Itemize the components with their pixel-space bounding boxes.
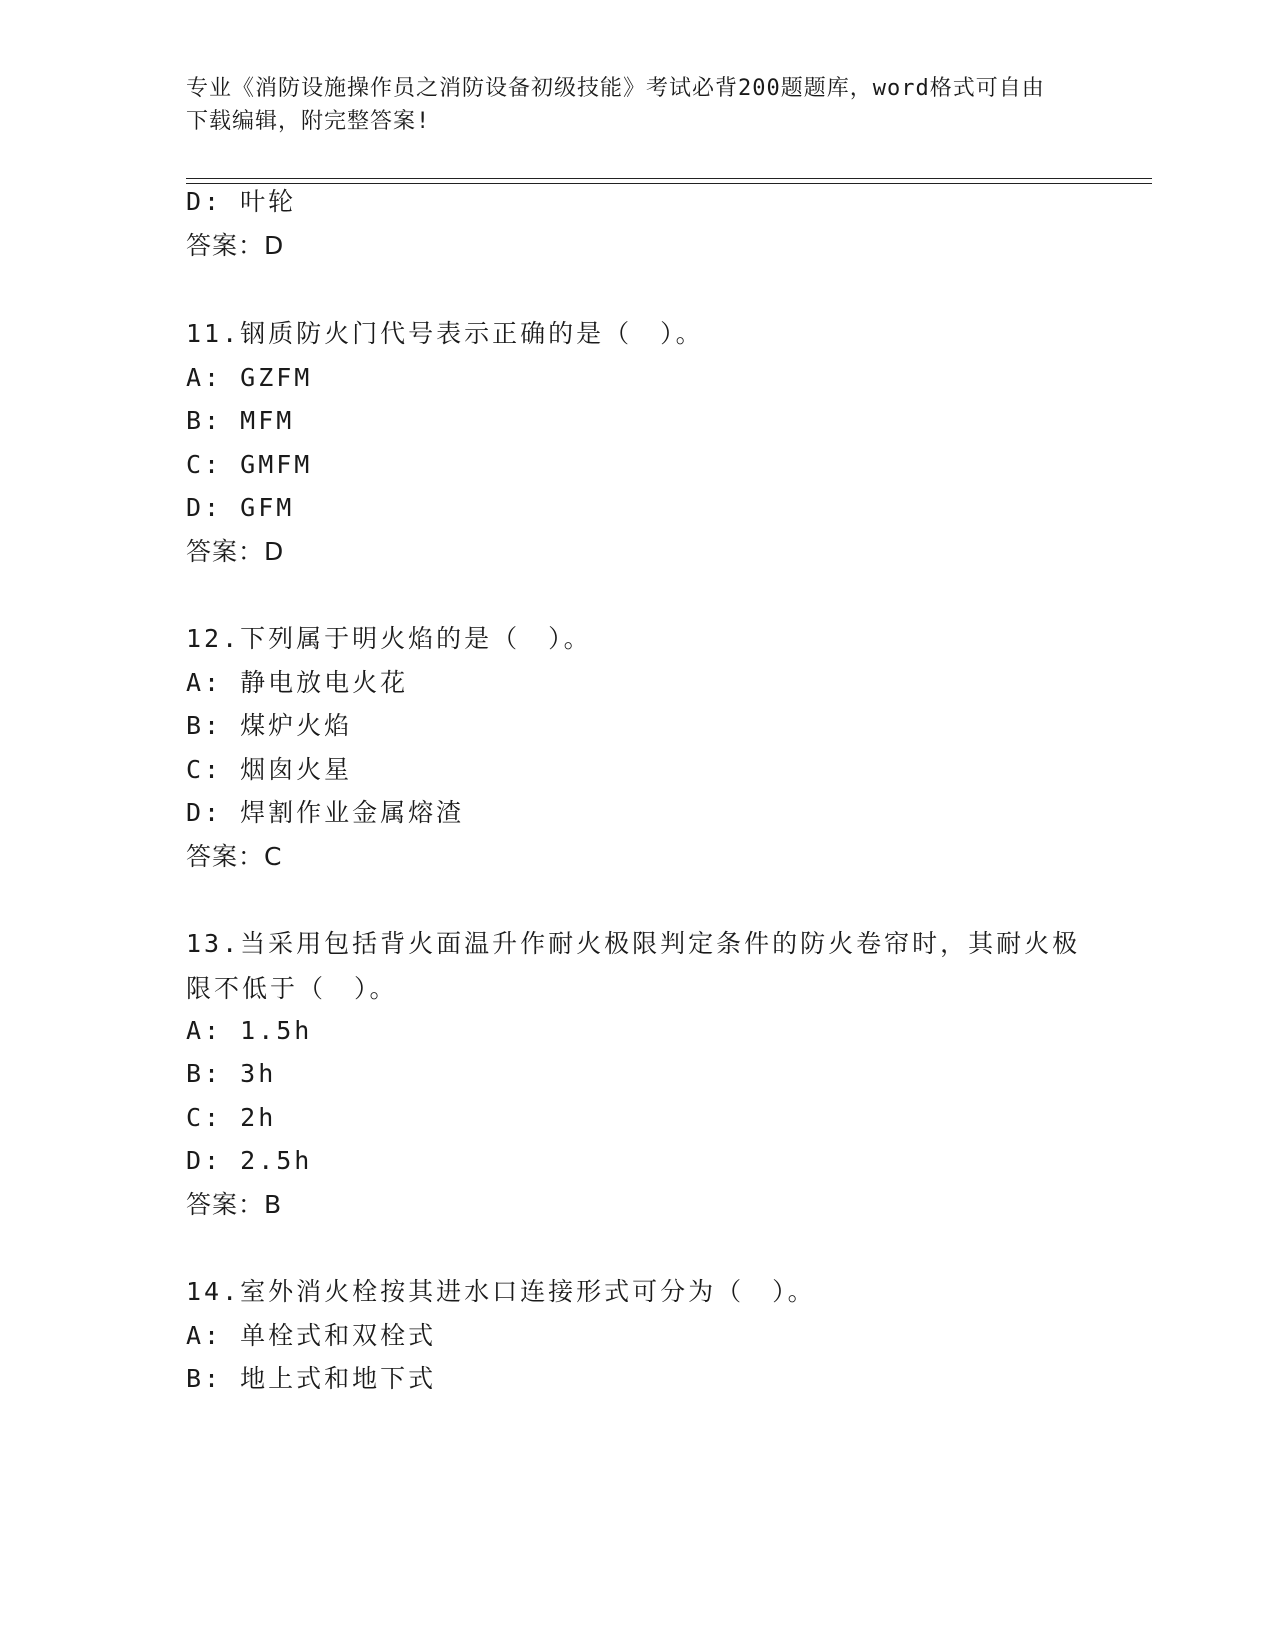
option-a: A: 静电放电火花 [186, 668, 409, 697]
question-stem: 12.下列属于明火焰的是（ ）。 [186, 624, 592, 653]
answer-line: 答案：B [186, 1190, 283, 1219]
option-c: C: 2h [186, 1103, 277, 1132]
option-a: A: GZFM [186, 363, 313, 392]
option-d: D: GFM [186, 493, 295, 522]
option-d: D: 2.5h [186, 1146, 313, 1175]
header-divider-bottom [186, 183, 1152, 184]
option-c: C: GMFM [186, 450, 313, 479]
question-stem: 11.钢质防火门代号表示正确的是（ ）。 [186, 319, 704, 348]
option-a: A: 1.5h [186, 1016, 313, 1045]
answer-line: 答案：D [186, 537, 285, 566]
option-b: B: 3h [186, 1059, 277, 1088]
question-stem: 14.室外消火栓按其进水口连接形式可分为（ ）。 [186, 1277, 816, 1306]
document-header: 专业《消防设施操作员之消防设备初级技能》考试必背200题题库，word格式可自由下载编辑，附完整答案! [186, 76, 1045, 134]
option-b: B: MFM [186, 406, 295, 435]
option-d: D: 焊割作业金属熔渣 [186, 798, 465, 827]
answer-line: 答案：C [186, 842, 283, 871]
header-divider-top [186, 178, 1152, 179]
option-b: B: 地上式和地下式 [186, 1364, 437, 1393]
option-c: C: 烟囱火星 [186, 755, 353, 784]
question-stem: 13.当采用包括背火面温升作耐火极限判定条件的防火卷帘时，其耐火极限不低于（ ）。 [186, 929, 1081, 1003]
answer-line: 答案：D [186, 231, 285, 260]
option-b: B: 煤炉火焰 [186, 711, 353, 740]
option-d: D: 叶轮 [186, 187, 297, 216]
option-a: A: 单栓式和双栓式 [186, 1321, 437, 1350]
